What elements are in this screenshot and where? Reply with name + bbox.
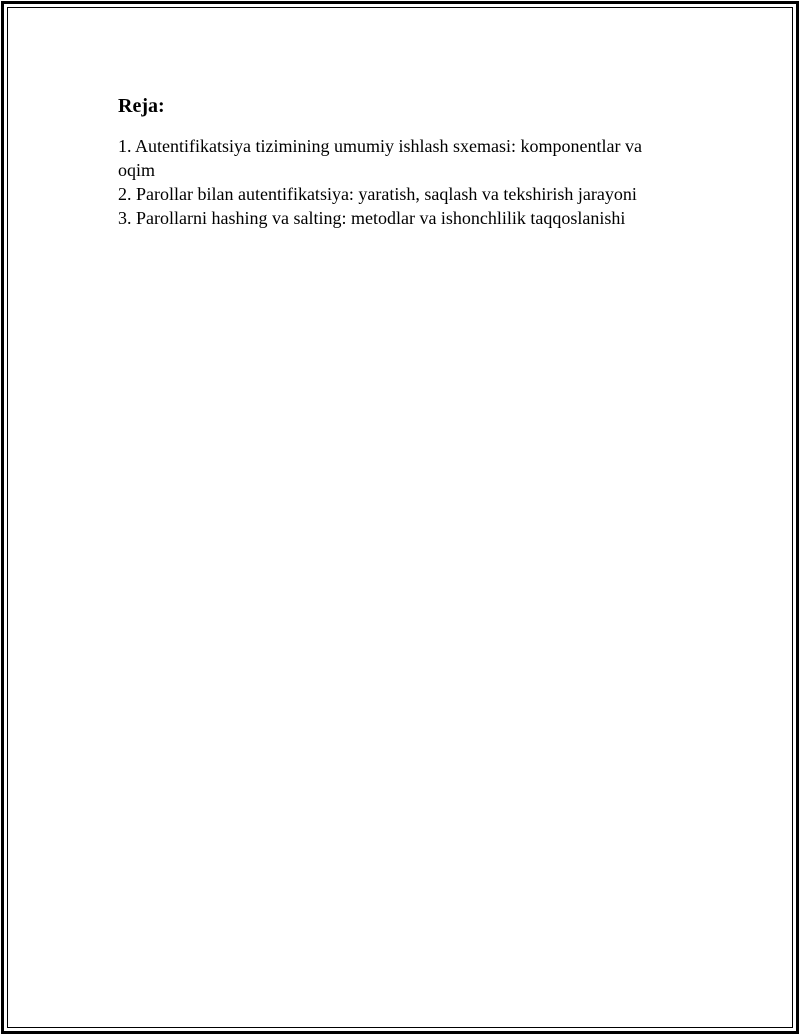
document-content <box>118 94 678 230</box>
plan-item-1: 1. Autentifikatsiya tizimining umumiy ishlash sxemasi: komponentlar va oqim <box>118 136 642 180</box>
plan-heading: Reja: <box>118 95 165 117</box>
plan-item-2: 2. Parollar bilan autentifikatsiya: yaratish, saqlash va tekshirish jarayoni <box>118 184 637 204</box>
plan-item-3: 3. Parollarni hashing va salting: metodlar va ishonchlilik taqqoslanishi <box>118 208 626 228</box>
plan-list <box>118 134 678 230</box>
